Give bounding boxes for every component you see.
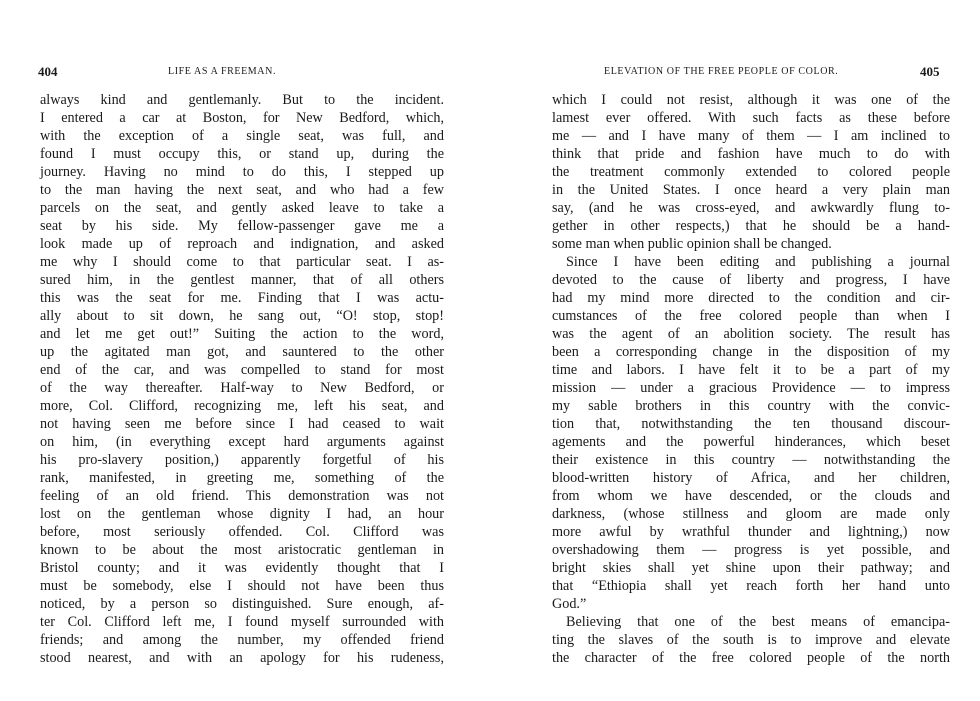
text-line: blood-written history of Africa, and her children,: [552, 470, 950, 486]
text-line: sured him, in the gentlest manner, that of all others: [40, 272, 444, 288]
text-line: parcels on the seat, and gently asked leave to take a: [40, 200, 444, 216]
page-number: 404: [38, 64, 58, 79]
page-number: 405: [920, 64, 940, 79]
text-line: agements and the powerful hinderances, which beset: [552, 434, 950, 450]
text-line: in the United States. I once heard a very plain man: [552, 182, 950, 198]
text-line: tion that, notwithstanding the ten thousand discour-: [552, 416, 950, 432]
text-line: the character of the free colored people of the north: [552, 650, 950, 666]
text-line: darkness, (whose stillness and gloom are made only: [552, 506, 950, 522]
text-line: cumstances of the free colored people than when I: [552, 308, 950, 324]
text-line: stood nearest, and with an apology for his rudeness,: [40, 650, 444, 666]
text-line: feeling of an old friend. This demonstration was not: [40, 488, 444, 504]
body-text: [40, 91, 444, 667]
right-page: [530, 0, 980, 701]
text-line: think that pride and fashion have much to do with: [552, 146, 950, 162]
paragraph-end-line: God.”: [552, 596, 587, 612]
text-line: been a corresponding change in the disposition of my: [552, 344, 950, 360]
text-line: his pro-slavery position,) apparently forgetful of his: [40, 452, 444, 468]
left-page: [0, 0, 470, 701]
text-line: always kind and gentlemanly. But to the incident.: [40, 92, 444, 108]
text-line: friends; and among the number, my offended friend: [40, 632, 444, 648]
text-line: me why I should come to that particular seat. I as-: [40, 254, 444, 270]
text-line: Bristol county; and it was evidently thought that I: [40, 560, 444, 576]
text-line: known to be about the most aristocratic gentleman in: [40, 542, 444, 558]
text-line: before, most seriously offended. Col. Clifford was: [40, 524, 444, 540]
text-line: say, (and he was cross-eyed, and awkwardly flung to-: [552, 200, 950, 216]
paragraph-end-line: some man when public opinion shall be changed.: [552, 236, 832, 252]
running-head: ELEVATION OF THE FREE PEOPLE OF COLOR.: [604, 66, 839, 77]
text-line: I entered a car at Boston, for New Bedford, which,: [40, 110, 444, 126]
text-line: on him, (in everything except hard arguments against: [40, 434, 444, 450]
text-line: end of the car, and was compelled to stand for most: [40, 362, 444, 378]
text-line: noticed, by a person so distinguished. Sure enough, af-: [40, 596, 444, 612]
text-line: was the agent of an abolition society. The result has: [552, 326, 950, 342]
text-line: ting the slaves of the south is to improve and elevate: [552, 632, 950, 648]
running-head: LIFE AS A FREEMAN.: [168, 66, 277, 77]
text-line: to the man having the next seat, and who had a few: [40, 182, 444, 198]
text-line: mission — under a gracious Providence — to impress: [552, 380, 950, 396]
text-line: seat by his side. My fellow-passenger gave me a: [40, 218, 444, 234]
text-line: gether in other respects,) that he should be a hand-: [552, 218, 950, 234]
text-line: not having seen me before since I had ceased to wait: [40, 416, 444, 432]
text-line: bright skies shall yet shine upon their pathway; and: [552, 560, 950, 576]
text-line: had my mind more directed to the condition and cir-: [552, 290, 950, 306]
text-line: the treatment commonly extended to colored people: [552, 164, 950, 180]
text-line: my sable brothers in this country with the convic-: [552, 398, 950, 414]
text-line: with the exception of a single seat, was full, and: [40, 128, 444, 144]
text-line: up the agitated man got, and sauntered to the other: [40, 344, 444, 360]
text-line: lamest ever offered. With such facts as these before: [552, 110, 950, 126]
text-line: from whom we have descended, or the clouds and: [552, 488, 950, 504]
text-line: overshadowing them — progress is yet possible, and: [552, 542, 950, 558]
text-line: their existence in this country — notwithstanding the: [552, 452, 950, 468]
text-line: which I could not resist, although it was one of the: [552, 92, 950, 108]
text-line: and let me get out!” Suiting the action to the word,: [40, 326, 444, 342]
paragraph-start-line: Since I have been editing and publishing a journal: [566, 254, 950, 270]
text-line: lost on the gentleman whose dignity I had, an hour: [40, 506, 444, 522]
text-line: this was the seat for me. Finding that I was actu-: [40, 290, 444, 306]
text-line: ally about to sit down, he sang out, “O! stop, stop!: [40, 308, 444, 324]
text-line: me — and I have many of them — I am inclined to: [552, 128, 950, 144]
text-line: more, Col. Clifford, recognizing me, left his seat, and: [40, 398, 444, 414]
text-line: devoted to the cause of liberty and progress, I have: [552, 272, 950, 288]
text-line: journey. Having no mind to do this, I stepped up: [40, 164, 444, 180]
text-line: more awful by wrathful thunder and lightning,) now: [552, 524, 950, 540]
body-text: [552, 91, 950, 667]
text-line: look made up of reproach and indignation, and asked: [40, 236, 444, 252]
text-line: of the way thereafter. Half-way to New Bedford, or: [40, 380, 444, 396]
text-line: rank, manifested, in greeting me, something of the: [40, 470, 444, 486]
text-line: must be somebody, else I should not have been thus: [40, 578, 444, 594]
text-line: time and labors. I have felt it to be a part of my: [552, 362, 950, 378]
text-line: found I must occupy this, or stand up, during the: [40, 146, 444, 162]
paragraph-start-line: Believing that one of the best means of emancipa-: [566, 614, 950, 630]
text-line: ter Col. Clifford left me, I found myself surrounded with: [40, 614, 444, 630]
text-line: that “Ethiopia shall yet reach forth her hand unto: [552, 578, 950, 594]
